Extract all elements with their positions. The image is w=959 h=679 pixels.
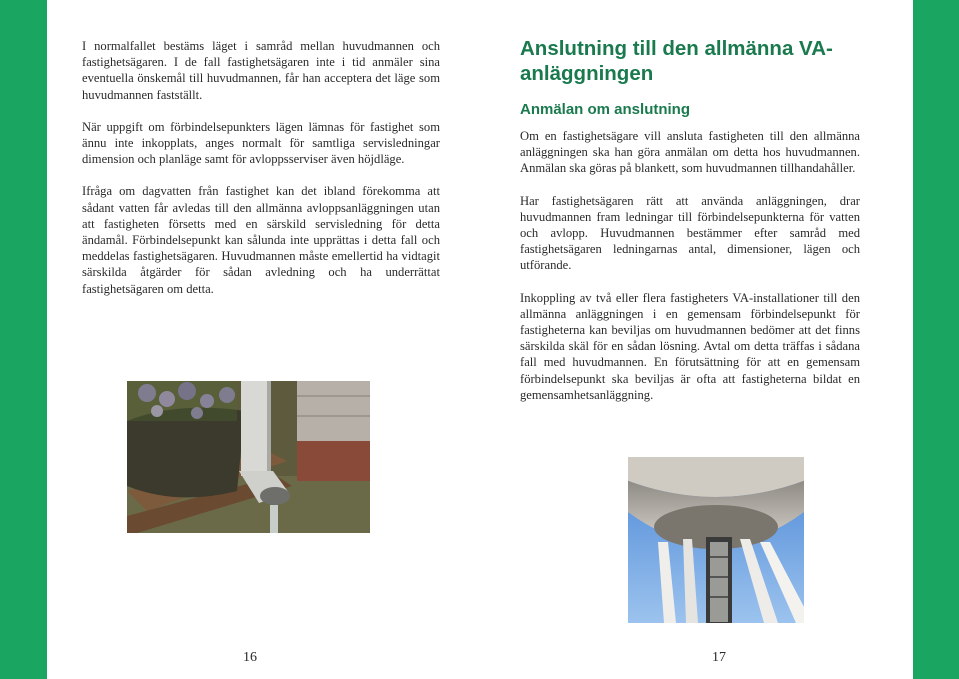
- section-heading: Anslutning till den allmänna VA-anläggningen: [520, 37, 833, 85]
- body-paragraph: Ifråga om dagvatten från fastighet kan det ibland förekomma att sådant vatten får avledas till den allmänna avloppsanläggningen utan att fastigheten försetts med en särskild servisledning för detta ändamål. Förbindelsepunkt kan sålunda inte upprättas i detta fall och meddelas fastighetsägaren. Huvudmannen måste emellertid ha vidtagit särskilda åtgärder för sådan avledning och ha underrättat fastighetsägaren om detta.: [82, 184, 440, 296]
- body-paragraph: I normalfallet bestäms läget i samråd mellan huvudmannen och fastighetsägaren. I de fall fastighetsägaren inte i tid anmäler sina eventuella önskemål till huvudmannen, får han acceptera det läge som huvudmannen fastställt.: [82, 39, 440, 102]
- section-subheading: Anmälan om anslutning: [520, 101, 691, 118]
- downspout-photo-image: [127, 381, 370, 533]
- page-number: 16: [243, 650, 257, 665]
- right-page-text: [520, 36, 860, 419]
- downspout-photo: [127, 381, 370, 533]
- water-tower-photo-image: [628, 457, 804, 623]
- page-number: 17: [712, 650, 726, 665]
- water-tower-photo: [628, 457, 804, 623]
- green-side-band-left: [0, 0, 47, 679]
- body-paragraph: Om en fastighetsägare vill ansluta fastigheten till den allmänna anläggningen ska han göra anmälan om detta hos huvudmannen. Anmälan ska göras på blankett, som huvudmannen tillhandahåller.: [520, 129, 860, 176]
- body-paragraph: Har fastighetsägaren rätt att använda anläggningen, drar huvudmannen fram ledningar till förbindelsepunkterna för vatten och avlopp. Huvudmannen bestämmer efter samråd med fastighetsägaren ledningarnas antal, dimensioner, lägen och utförande.: [520, 193, 860, 273]
- body-paragraph: När uppgift om förbindelsepunkters lägen lämnas för fastighet som ännu inte inkopplats, anges normalt för samtliga servisledningar dimension och planläge samt för avloppsserviser även höjdläge.: [82, 119, 440, 167]
- body-paragraph: Inkoppling av två eller flera fastigheters VA-installationer till den allmänna anläggningen i en gemensam förbindelsepunkt för fastigheterna kan beviljas om huvudmannen bedömer att det finns särskilda skäl för en sådan lösning. Avtal om detta träffas i sådana fall med huvudmannen. En förutsättning för att en gemensam förbindelsepunkt ska beviljas är ofta att fastigheterna bildat en gemensamhetsanläggning.: [520, 290, 860, 402]
- green-side-band-right: [913, 0, 959, 679]
- left-page-text: [82, 38, 440, 313]
